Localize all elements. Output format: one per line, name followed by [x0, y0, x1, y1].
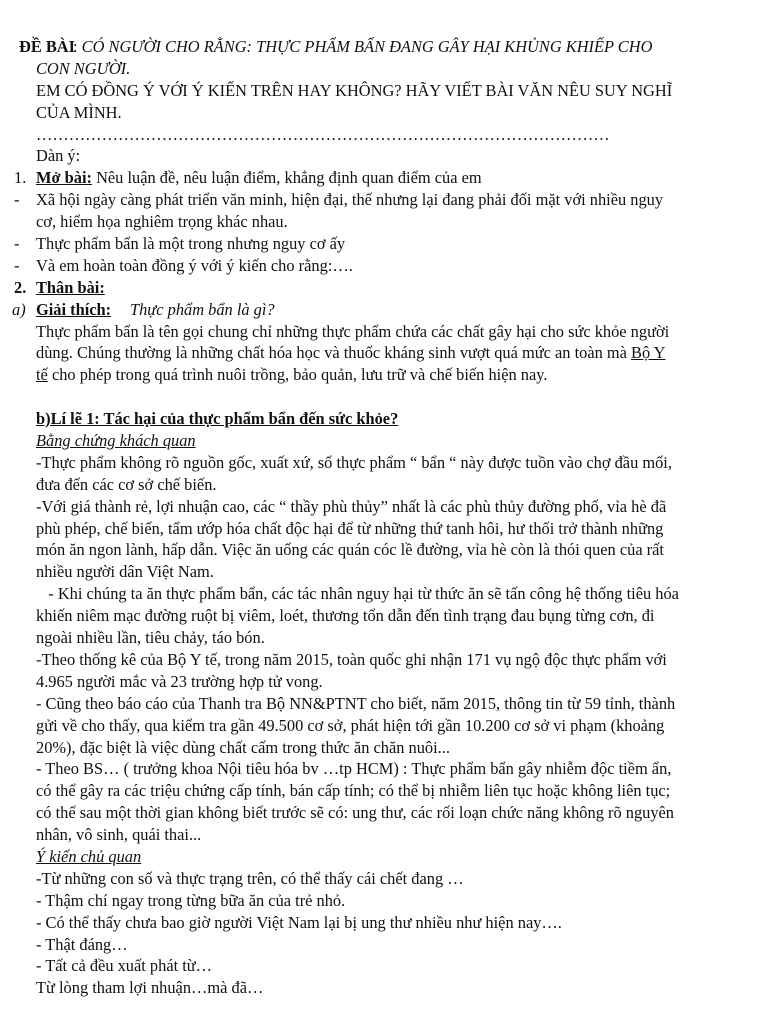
- subjective-text-line: [0, 977, 768, 999]
- intro-heading-line: [0, 167, 768, 189]
- objective-text-line: [0, 693, 768, 715]
- outline-label-line: [0, 145, 768, 167]
- objective-text: 4.965 người mắc và 23 trường hợp tử vong.: [36, 671, 323, 691]
- objective-text-line: [0, 452, 768, 474]
- subjective-text: Từ lòng tham lợi nhuận…mà đã…: [36, 978, 264, 998]
- objective-text: -Với giá thành rẻ, lợi nhuận cao, các “ thầy phù thủy” nhất là các phù thủy đường phố, vỉa hè đã: [36, 496, 667, 516]
- reason-heading-line: [0, 408, 768, 430]
- intro-bullet-text: Và em hoàn toàn đồng ý với ý kiến cho rằng:….: [36, 255, 353, 275]
- objective-text: -Thực phẩm không rõ nguồn gốc, xuất xứ, số thực phẩm “ bẩn “ này được tuồn vào chợ đầu mối,: [36, 452, 672, 472]
- objective-text-line: [0, 583, 768, 605]
- assignment-question-cont: CỦA MÌNH.: [36, 102, 122, 122]
- objective-text-line: [0, 561, 768, 583]
- objective-text-line: [0, 518, 768, 540]
- assignment-question-line: [0, 80, 768, 102]
- subjective-text: - Thật đáng…: [36, 934, 128, 954]
- subjective-text: -Từ những con số và thực trạng trên, có thể thấy cái chết đang …: [36, 868, 464, 888]
- objective-text-line: [0, 671, 768, 693]
- assignment-topic: CÓ NGƯỜI CHO RẰNG: THỰC PHẨM BẨN ĐANG GÂY HẠI KHỦNG KHIẾP CHO: [81, 37, 653, 56]
- assignment-colon: :: [73, 37, 82, 56]
- subjective-opinion-heading: Ý kiến chủ quan: [36, 846, 142, 866]
- objective-text: nhiều người dân Việt Nam.: [36, 562, 214, 582]
- objective-text-line: [0, 758, 768, 780]
- objective-text-line: [0, 627, 768, 649]
- objective-text: nhân, vô sinh, quái thai...: [36, 825, 202, 845]
- assignment-title-line: [0, 36, 768, 58]
- objective-heading-line: [0, 430, 768, 452]
- objective-text: - Khi chúng ta ăn thực phẩm bẩn, các tác nhân nguy hại từ thức ăn sẽ tấn công hệ thống tiêu hóa: [36, 584, 679, 604]
- objective-evidence-text: [0, 452, 768, 846]
- subjective-text-line: [0, 912, 768, 934]
- reason-title: b)Lí lẽ 1: Tác hại của thực phẩm bẩn đến sức khỏe?: [36, 409, 399, 429]
- bullet-dash: -: [14, 190, 20, 210]
- dotted-line: ……………………………………………………………………………………………: [36, 124, 610, 144]
- intro-description: Nêu luận đề, nêu luận điểm, khẳng định quan điểm của em: [91, 168, 482, 188]
- objective-evidence-heading: Bằng chứng khách quan: [36, 431, 196, 451]
- intro-bullet-text-line: [0, 189, 768, 211]
- objective-text-line: [0, 780, 768, 802]
- objective-text-line: [0, 539, 768, 561]
- assignment-label: ĐỀ BÀI: [19, 37, 76, 56]
- bullet-dash: -: [14, 255, 20, 275]
- objective-text: món ăn ngon lành, hấp dẫn. Việc ăn uống các quán cóc lề đường, vỉa hè còn là thói quen của rất: [36, 540, 664, 560]
- explain-line-1: [0, 321, 768, 343]
- objective-text: khiến niêm mạc đường ruột bị viêm, loét, thương tổn dẫn đến tình trạng đau bụng từng cơn, đi: [36, 606, 655, 626]
- objective-text: -Theo thống kê của Bộ Y tế, trong năm 2015, toàn quốc ghi nhận 171 vụ ngộ độc thực phẩm với: [36, 649, 667, 669]
- subjective-text-line: [0, 890, 768, 912]
- objective-text-line: [0, 605, 768, 627]
- intro-bullet-text: cơ, hiểm họa nghiêm trọng khác nhau.: [36, 212, 288, 232]
- objective-text: có thể sau một thời gian không biết trước sẽ có: ung thư, các rối loạn chức năng không rõ nguyên: [36, 803, 674, 823]
- body-number: 2.: [14, 277, 27, 297]
- explain-title: Giải thích:: [36, 299, 112, 319]
- objective-text: đưa đến các cơ sở chế biến.: [36, 474, 217, 494]
- subjective-text: - Có thể thấy chưa bao giờ người Việt Nam lại bị ung thư nhiều như hiện nay….: [36, 912, 562, 932]
- body-title: Thân bài:: [36, 277, 105, 297]
- intro-bullet-text-line: [0, 211, 768, 233]
- explain-heading-line: [0, 299, 768, 321]
- objective-text-line: [0, 737, 768, 759]
- intro-bullet-text: Xã hội ngày càng phát triển văn minh, hiện đại, thế nhưng lại đang phải đối mặt với nhiều nguy: [36, 190, 664, 210]
- subjective-opinion-text: [0, 868, 768, 999]
- explain-mark: a): [12, 299, 26, 319]
- intro-title: Mở bài:: [36, 168, 92, 188]
- document-page: [0, 36, 768, 999]
- dotted-separator: [0, 124, 768, 146]
- objective-text-line: [0, 649, 768, 671]
- intro-bullet-text: Thực phẩm bẩn là một trong nhưng nguy cơ ấy: [36, 234, 346, 254]
- explain-line-3: [0, 364, 768, 386]
- intro-number: 1.: [14, 168, 27, 188]
- explain-text: dùng. Chúng thường là những chất hóa học và thuốc kháng sinh vượt quá mức an toàn mà: [36, 343, 632, 363]
- subjective-text: - Tất cả đều xuất phát từ…: [36, 956, 213, 976]
- assignment-question: EM CÓ ĐỒNG Ý VỚI Ý KIẾN TRÊN HAY KHÔNG? HÃY VIẾT BÀI VĂN NÊU SUY NGHĨ: [36, 80, 673, 100]
- objective-text: ngoài nhiều lần, tiêu chảy, táo bón.: [36, 628, 265, 648]
- intro-bullet-text-line: [0, 255, 768, 277]
- objective-text: 20%), đặc biệt là việc dùng chất cấm trong thức ăn chăn nuôi...: [36, 737, 450, 757]
- subjective-heading-line: [0, 846, 768, 868]
- objective-text: có thể gây ra các triệu chứng cấp tính, bán cấp tính; có thể bị nhiễm liên tục hoặc không liên tục;: [36, 781, 671, 801]
- assignment-topic-cont: CON NGƯỜI.: [36, 58, 131, 78]
- explain-question: Thực phẩm bẩn là gì?: [130, 299, 275, 319]
- objective-text-line: [0, 802, 768, 824]
- explain-text: Thực phẩm bẩn là tên gọi chung chỉ những thực phẩm chứa các chất gây hại cho sức khỏe người: [36, 321, 670, 341]
- subjective-text-line: [0, 934, 768, 956]
- subjective-text-line: [0, 868, 768, 890]
- objective-text: - Theo BS… ( trưởng khoa Nội tiêu hóa bv …tp HCM) : Thực phẩm bẩn gây nhiễm độc tiềm ẩn,: [36, 759, 672, 779]
- intro-bullet-list: [0, 189, 768, 277]
- objective-text-line: [0, 715, 768, 737]
- body-heading-line: [0, 277, 768, 299]
- explain-line-2: [0, 342, 768, 364]
- assignment-question-line-2: [0, 102, 768, 124]
- outline-label: Dàn ý:: [36, 146, 81, 166]
- objective-text: gửi về cho thấy, qua kiểm tra gần 49.500 cơ sở, phát hiện tới gần 10.200 cơ sở vi phạm (khoảng: [36, 715, 665, 735]
- objective-text: phù phép, chế biến, tẩm ướp hóa chất độc hại để từ những thứ tanh hôi, hư thối trở thành những: [36, 518, 664, 538]
- objective-text-line: [0, 824, 768, 846]
- objective-text-line: [0, 496, 768, 518]
- bullet-dash: -: [14, 234, 20, 254]
- explain-text: cho phép trong quá trình nuôi trồng, bảo quản, lưu trữ và chế biến hiện nay.: [47, 365, 548, 385]
- blank-line: [0, 386, 768, 408]
- bo-y-te-link[interactable]: Bộ Y: [631, 343, 666, 363]
- objective-text-line: [0, 474, 768, 496]
- subjective-text-line: [0, 955, 768, 977]
- intro-bullet-text-line: [0, 233, 768, 255]
- assignment-topic-line-2: [0, 58, 768, 80]
- objective-text: - Cũng theo báo cáo của Thanh tra Bộ NN&PTNT cho biết, năm 2015, thông tin từ 59 tỉnh, thành: [36, 693, 676, 713]
- subjective-text: - Thậm chí ngay trong từng bữa ăn của trẻ nhỏ.: [36, 890, 346, 910]
- bo-y-te-link-cont[interactable]: tế: [36, 365, 48, 385]
